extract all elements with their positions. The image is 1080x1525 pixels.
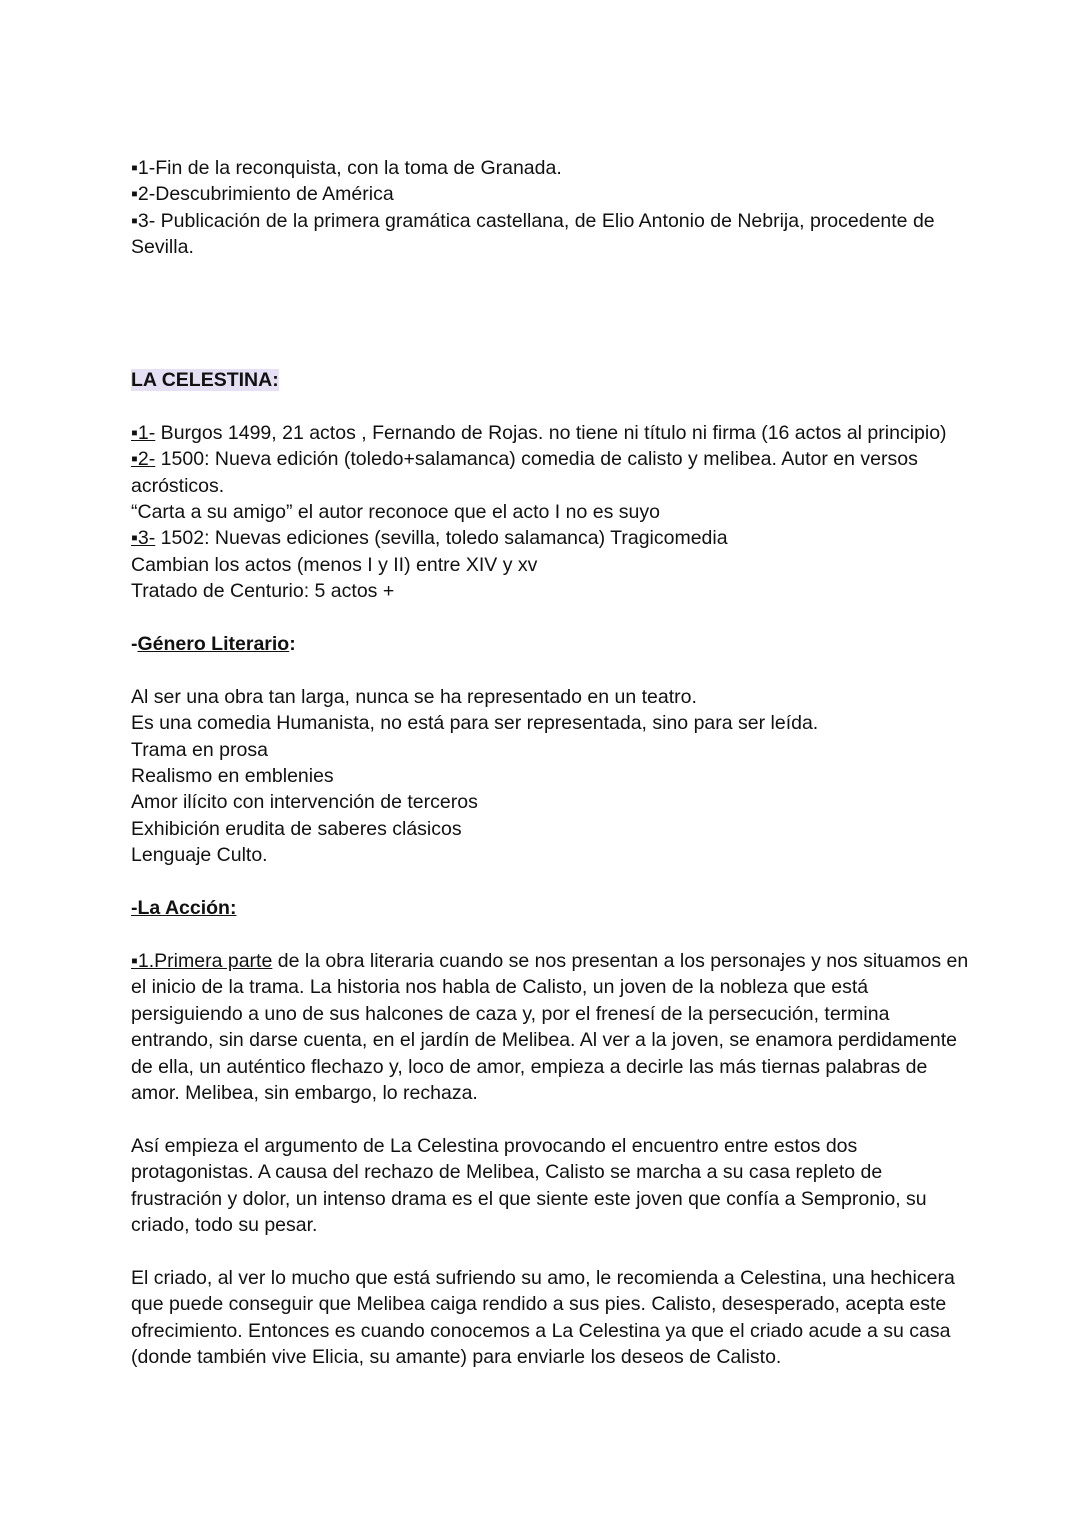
celestina-item-1: [131, 420, 971, 446]
genero-line-1: Al ser una obra tan larga, nunca se ha representado en un teatro.: [131, 685, 697, 708]
intro-line-3: ▪3- Publicación de la primera gramática castellana, de Elio Antonio de Nebrija, procedente de Sevilla.: [131, 209, 935, 259]
accion-paragraph-2: Así empieza el argumento de La Celestina provocando el encuentro entre estos dos protagonistas. A causa del rechazo de Melibea, Calisto se marcha a su casa repleto de frustración y dolor, un intenso drama es el que siente este joven que confía a Sempronio, su criado, todo su pesar.: [131, 1134, 927, 1236]
celestina-item-3: [131, 525, 971, 551]
genero-line-4: Realismo en emblenies: [131, 765, 334, 788]
genero-line-2: Es una comedia Humanista, no está para ser representada, sino para ser leída.: [131, 712, 819, 735]
accion-paragraph-3: El criado, al ver lo mucho que está sufriendo su amo, le recomienda a Celestina, una hechicera que puede conseguir que Melibea caiga rendido a sus pies. Calisto, desesperado, acepta este ofrecimiento. Entonces es cuando conocemos a La Celestina ya que el criado acude a su casa (donde también vive Elicia, su amante) para enviarle los deseos de Calisto.: [131, 1266, 955, 1368]
tratado-line: Tratado de Centurio: 5 actos +: [131, 580, 395, 603]
primera-parte-link: ▪1.Primera parte: [131, 949, 273, 972]
carta-line: “Carta a su amigo” el autor reconoce que el acto I no es suyo: [131, 501, 660, 524]
genero-colon: :: [289, 633, 296, 656]
cambian-line: Cambian los actos (menos I y II) entre XIV y xv: [131, 553, 538, 576]
genero-title: Género Literario: [137, 633, 290, 656]
item-2-text: 1500: Nueva edición (toledo+salamanca) comedia de calisto y melibea. Autor en versos acrósticos.: [131, 448, 918, 497]
accion-heading: -La Acción:: [131, 897, 237, 920]
genero-line-6: Exhibición erudita de saberes clásicos: [131, 817, 462, 840]
item-1-marker: ▪1-: [131, 421, 156, 444]
item-3-text: 1502: Nuevas ediciones (sevilla, toledo salamanca) Tragicomedia: [155, 527, 728, 550]
genero-dash: -: [131, 633, 138, 656]
document-page: [131, 155, 971, 1370]
genero-line-5: Amor ilícito con intervención de terceros: [131, 791, 478, 814]
accion-p1-text: de la obra literaria cuando se nos presentan a los personajes y nos situamos en el inicio de la trama. La historia nos habla de Calisto, un joven de la nobleza que está persiguiendo a uno de sus halcones de caza y, por el frenesí de la persecución, termina entrando, sin darse cuenta, en el jardín de Melibea. Al ver a la joven, se enamora perdidamente de ella, un auténtico flechazo y, loco de amor, empieza a decirle las más tiernas palabras de amor. Melibea, sin embargo, lo rechaza.: [131, 949, 969, 1104]
celestina-heading-row: [131, 367, 971, 393]
intro-line-1: ▪1-Fin de la reconquista, con la toma de Granada.: [131, 157, 562, 179]
genero-heading: [131, 631, 971, 657]
item-2-marker: ▪2-: [131, 448, 156, 471]
celestina-item-2: [131, 446, 971, 499]
intro-line-2: ▪2-Descubrimiento de América: [131, 183, 394, 206]
item-1-text: Burgos 1499, 21 actos , Fernando de Rojas. no tiene ni título ni firma (16 actos al principio): [155, 421, 947, 444]
accion-paragraph-1: [131, 948, 971, 1106]
celestina-heading: LA CELESTINA:: [131, 369, 279, 392]
item-3-marker: ▪3-: [131, 527, 156, 550]
genero-line-3: Trama en prosa: [131, 738, 268, 761]
genero-line-7: Lenguaje Culto.: [131, 844, 268, 867]
